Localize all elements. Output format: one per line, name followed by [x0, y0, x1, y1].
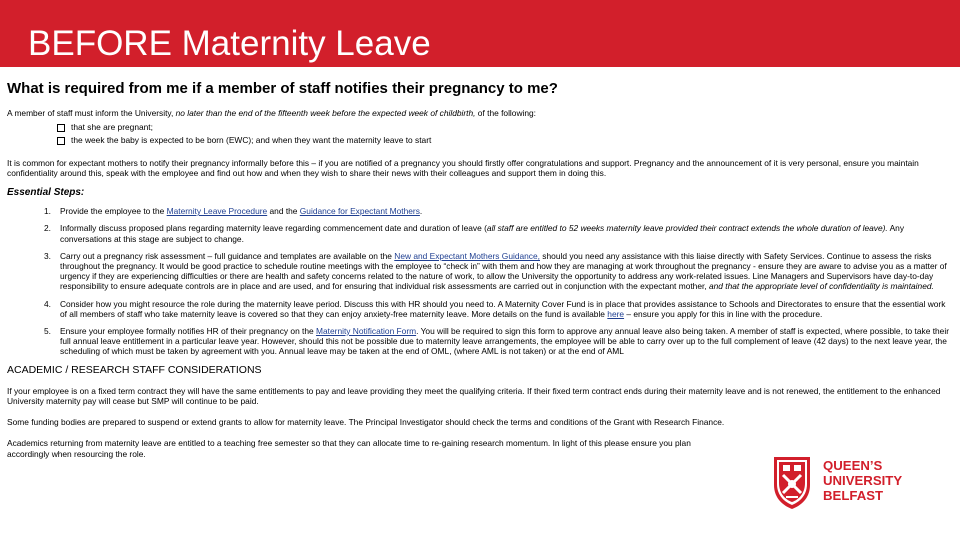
shield-crest-icon: [772, 455, 812, 511]
academic-paragraph: Academics returning from maternity leave are entitled to a teaching free semester so that they can allocate time to re-gaining research momentum. In light of this please ensure you plan accordingly when resourcing the role.: [7, 438, 691, 459]
step-number: 3.: [44, 250, 51, 261]
steps-list: [7, 206, 957, 356]
logo-wordmark: QUEEN’S UNIVERSITY BELFAST: [823, 458, 903, 503]
list-item-text: the week the baby is expected to be born (EWC); and when they want the maternity leave to start: [71, 135, 432, 146]
page-title: BEFORE Maternity Leave: [28, 24, 431, 63]
step-item: [7, 326, 957, 357]
university-logo: [772, 455, 924, 515]
step-item: [7, 223, 957, 243]
requirements-checklist: [57, 122, 957, 145]
step-text: Informally discuss proposed plans regarding maternity leave regarding commencement date and duration of leave (all staff are entitled to 52 weeks maternity leave provided their contract extends the whole duration of leave). Any conversations at this stage are subject to change.: [60, 223, 905, 244]
essential-steps-heading: Essential Steps:: [7, 187, 85, 199]
step-text: Ensure your employee formally notifies HR of their pregnancy on the Maternity Notification Form. You will be required to sign this form to approve any annual leave also being taken. A member of staff is expected, where possible, to take their full annual leave entitlement in a particular leave year. However, should this not be possible due to maternity leave arrangements, the employee will be able to carry over up to the full complement of leave (42 days) to the next leave year, the scheduling of which must be taken by agreement with you. Annual leave may be taken at the end of OML, (where AML is not taken) or at the end of AML: [60, 326, 949, 357]
list-item-text: that she are pregnant;: [71, 122, 153, 133]
maternity-notification-form-link[interactable]: Maternity Notification Form: [316, 326, 417, 337]
intro-paragraph: [7, 108, 957, 118]
step-number: 4.: [44, 298, 51, 309]
list-item: [57, 122, 957, 132]
intro-text-end: of the following:: [475, 108, 537, 118]
academic-paragraph: If your employee is on a fixed term contract they will have the same entitlements to pay and leave providing they meet the qualifying criteria. If their fixed term contract ends during their maternity leave and is not renewed, the entitlement to the enhanced University maternity pay will cease but SMP will continue to be paid.: [7, 385, 941, 407]
step-number: 1.: [44, 206, 51, 217]
list-item: [57, 135, 957, 145]
question-heading: What is required from me if a member of staff notifies their pregnancy to me?: [7, 80, 558, 97]
title-banner: [0, 0, 960, 67]
main-content: [7, 72, 957, 470]
step-text: Provide the employee to the Maternity Leave Procedure and the Guidance for Expectant Mothers.: [60, 206, 423, 217]
step-item: [7, 206, 957, 216]
new-expectant-mothers-guidance-link[interactable]: New and Expectant Mothers Guidance,: [394, 250, 540, 261]
step-number: 5.: [44, 326, 51, 337]
common-paragraph: It is common for expectant mothers to notify their pregnancy informally before this – if you are notified of a pregnancy you should firstly offer congratulations and support. Pregnancy and the announcement of it is very personal, ensure you maintain confidentiality around this, speak with the employee and find out how and when they wish to share their news with their colleagues and support them in doing this.: [7, 157, 919, 178]
checkbox-bullet-icon: [57, 124, 65, 132]
maternity-cover-fund-link[interactable]: here: [607, 308, 625, 319]
guidance-expectant-mothers-link[interactable]: Guidance for Expectant Mothers: [299, 206, 420, 217]
checkbox-bullet-icon: [57, 137, 65, 145]
intro-text: A member of staff must inform the University,: [7, 108, 176, 118]
step-item: [7, 299, 957, 319]
intro-italic: no later than the end of the fifteenth week before the expected week of childbirth,: [175, 108, 476, 118]
academic-paragraph: Some funding bodies are prepared to suspend or extend grants to allow for maternity leave. The Principal Investigator should check the terms and conditions of the Grant with Research Finance.: [7, 417, 725, 428]
step-number: 2.: [44, 223, 51, 234]
step-item: [7, 251, 957, 292]
step-text: Carry out a pregnancy risk assessment – full guidance and templates are available on the New and Expectant Mothers Guidance, should you need any assistance with this liaise directly with Safety Services. Continue to assess the risks throughout the pregnancy. It would be good practice to schedule routine meetings with the employee to “check in” with them and how they are managing at work throughout the pregnancy - ensure they are aware to advise you as a matter of urgency if they are experiencing difficulties or there are health and safety concerns related to the nature of work, to allow the University the opportunity to address any work-related issues. Line Managers and Supervisors have day-to-day responsibility to ensure adequate controls are in place and are used, and for ensuring that individual risk assessments are carried out in conjunction with the expectant mother, and that the appropriate level of confidentiality is maintained.: [60, 250, 947, 292]
step-text: Consider how you might resource the role during the maternity leave period. Discuss this with HR should you need to. A Maternity Cover Fund is in place that provides assistance to Schools and Directorates to ensure that the essential work of all members of staff who take maternity leave is covered so that they can enjoy anxiety-free maternity leave. More details on the fund is available here – ensure you apply for this in line with the procedure.: [60, 298, 946, 319]
academic-heading: ACADEMIC / RESEARCH STAFF CONSIDERATIONS: [7, 363, 262, 376]
maternity-leave-procedure-link[interactable]: Maternity Leave Procedure: [166, 206, 268, 217]
